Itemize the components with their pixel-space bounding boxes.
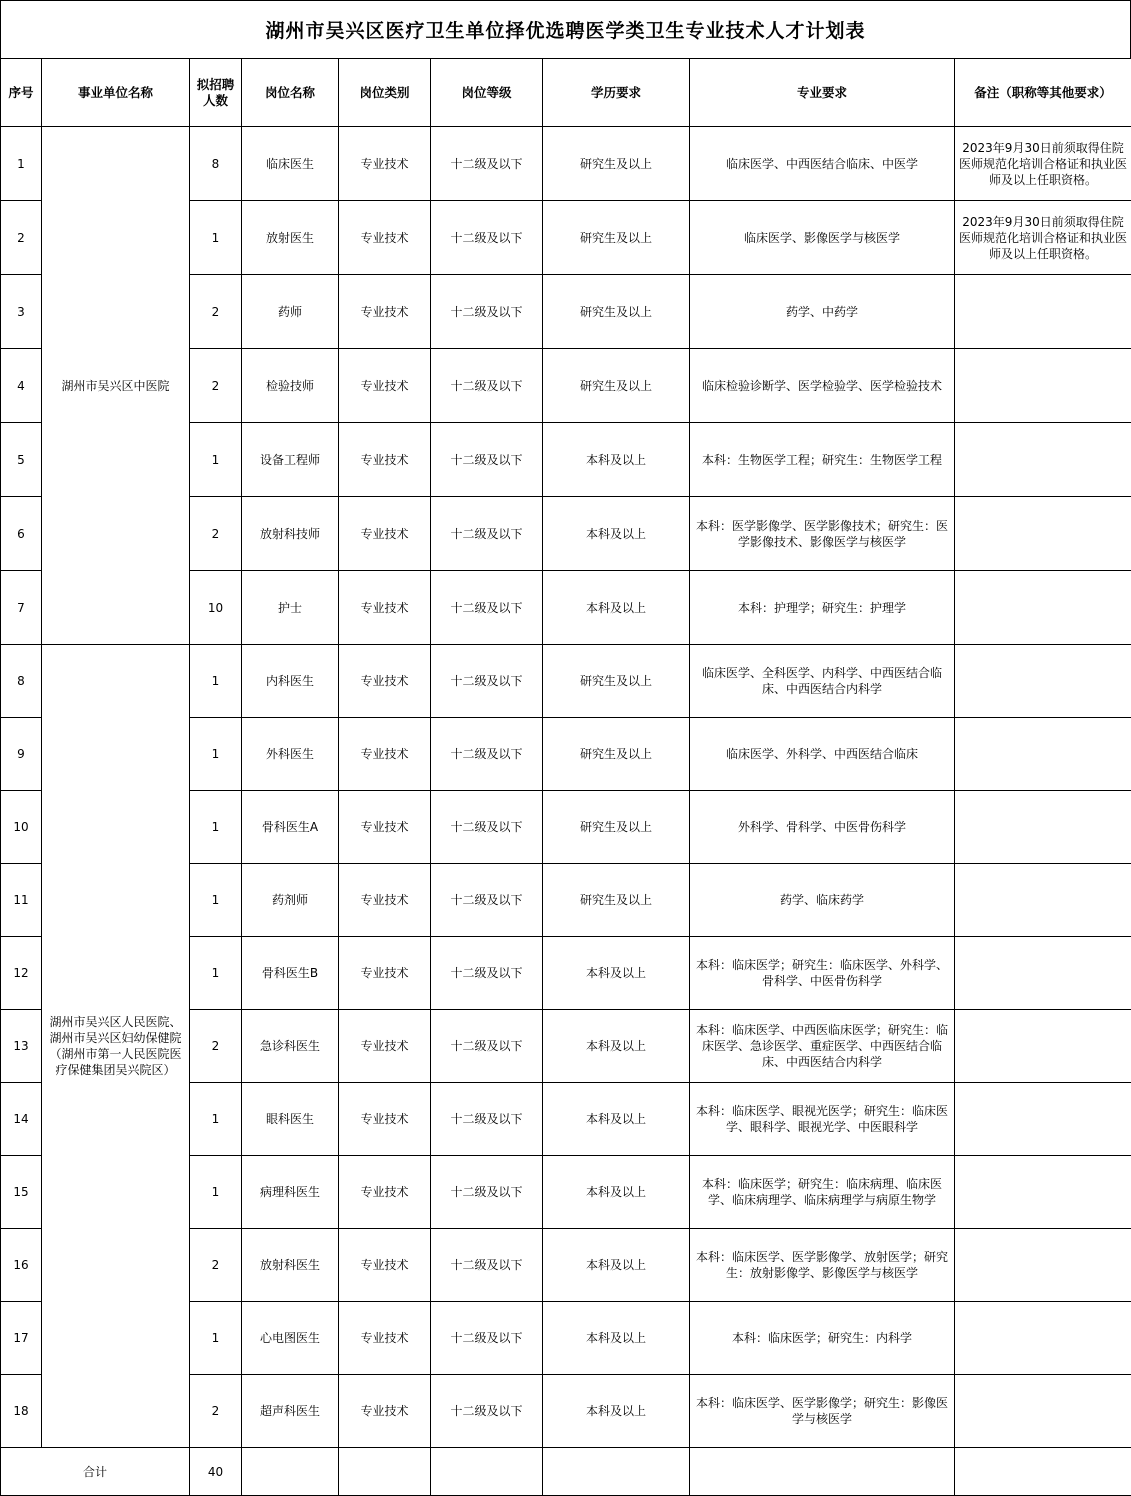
cell-no: 5 — [1, 423, 42, 497]
header-grade: 岗位等级 — [431, 59, 543, 127]
cell-grade: 十二级及以下 — [431, 127, 543, 201]
cell-grade: 十二级及以下 — [431, 1083, 543, 1156]
cell-category: 专业技术 — [339, 1302, 431, 1375]
cell-education: 研究生及以上 — [543, 127, 690, 201]
cell-count: 10 — [190, 571, 242, 645]
cell-no: 2 — [1, 201, 42, 275]
cell-position: 护士 — [242, 571, 339, 645]
cell-category: 专业技术 — [339, 127, 431, 201]
recruitment-plan-table — [0, 58, 1131, 1496]
cell-count: 1 — [190, 201, 242, 275]
cell-major: 本科：临床医学、眼视光医学；研究生：临床医学、眼科学、眼视光学、中医眼科学 — [690, 1083, 955, 1156]
cell-category: 专业技术 — [339, 718, 431, 791]
cell-category: 专业技术 — [339, 937, 431, 1010]
cell-count: 1 — [190, 791, 242, 864]
total-count: 40 — [190, 1448, 242, 1496]
cell-category: 专业技术 — [339, 645, 431, 718]
cell-no: 15 — [1, 1156, 42, 1229]
cell-no: 10 — [1, 791, 42, 864]
cell-grade: 十二级及以下 — [431, 718, 543, 791]
cell-note — [955, 791, 1131, 864]
cell-major: 本科：临床医学、医学影像学；研究生：影像医学与核医学 — [690, 1375, 955, 1448]
cell-education: 研究生及以上 — [543, 645, 690, 718]
cell-major: 药学、临床药学 — [690, 864, 955, 937]
header-count: 拟招聘人数 — [190, 59, 242, 127]
cell-education: 本科及以上 — [543, 1083, 690, 1156]
cell-position: 内科医生 — [242, 645, 339, 718]
cell-note — [955, 864, 1131, 937]
cell-count: 2 — [190, 1375, 242, 1448]
cell-note — [955, 1229, 1131, 1302]
cell-position: 眼科医生 — [242, 1083, 339, 1156]
cell-major: 本科：医学影像学、医学影像技术；研究生：医学影像技术、影像医学与核医学 — [690, 497, 955, 571]
cell-note — [955, 571, 1131, 645]
cell-major: 药学、中药学 — [690, 275, 955, 349]
cell-note — [955, 275, 1131, 349]
cell-position: 设备工程师 — [242, 423, 339, 497]
cell-count: 2 — [190, 497, 242, 571]
cell-note — [955, 349, 1131, 423]
cell-category: 专业技术 — [339, 864, 431, 937]
cell-category: 专业技术 — [339, 791, 431, 864]
cell-count: 1 — [190, 423, 242, 497]
cell-count: 1 — [190, 1156, 242, 1229]
cell-major: 临床医学、中西医结合临床、中医学 — [690, 127, 955, 201]
table-row — [1, 645, 1131, 718]
cell-education: 本科及以上 — [543, 571, 690, 645]
cell-education: 研究生及以上 — [543, 718, 690, 791]
cell-major: 本科：临床医学、中西医临床医学；研究生：临床医学、急诊医学、重症医学、中西医结合临床、中西医结合内科学 — [690, 1010, 955, 1083]
cell-category: 专业技术 — [339, 349, 431, 423]
cell-grade: 十二级及以下 — [431, 645, 543, 718]
cell-grade: 十二级及以下 — [431, 1375, 543, 1448]
header-education: 学历要求 — [543, 59, 690, 127]
cell-no: 6 — [1, 497, 42, 571]
cell-grade: 十二级及以下 — [431, 497, 543, 571]
cell-no: 13 — [1, 1010, 42, 1083]
cell-position: 病理科医生 — [242, 1156, 339, 1229]
cell-position: 放射医生 — [242, 201, 339, 275]
cell-major: 本科：生物医学工程；研究生：生物医学工程 — [690, 423, 955, 497]
empty-cell — [955, 1448, 1131, 1496]
cell-grade: 十二级及以下 — [431, 1010, 543, 1083]
cell-position: 药师 — [242, 275, 339, 349]
total-label: 合计 — [1, 1448, 190, 1496]
cell-note: 2023年9月30日前须取得住院医师规范化培训合格证和执业医师及以上任职资格。 — [955, 201, 1131, 275]
cell-category: 专业技术 — [339, 1083, 431, 1156]
cell-education: 本科及以上 — [543, 497, 690, 571]
cell-position: 骨科医生B — [242, 937, 339, 1010]
cell-position: 临床医生 — [242, 127, 339, 201]
cell-no: 8 — [1, 645, 42, 718]
cell-grade: 十二级及以下 — [431, 937, 543, 1010]
cell-education: 本科及以上 — [543, 1302, 690, 1375]
cell-grade: 十二级及以下 — [431, 1229, 543, 1302]
cell-education: 本科及以上 — [543, 937, 690, 1010]
cell-position: 放射科技师 — [242, 497, 339, 571]
cell-education: 研究生及以上 — [543, 791, 690, 864]
cell-count: 1 — [190, 718, 242, 791]
cell-no: 11 — [1, 864, 42, 937]
cell-no: 16 — [1, 1229, 42, 1302]
cell-note — [955, 645, 1131, 718]
cell-education: 本科及以上 — [543, 1375, 690, 1448]
cell-count: 2 — [190, 1010, 242, 1083]
cell-position: 药剂师 — [242, 864, 339, 937]
table-row — [1, 127, 1131, 201]
cell-count: 2 — [190, 1229, 242, 1302]
cell-major: 本科：护理学；研究生：护理学 — [690, 571, 955, 645]
cell-unit: 湖州市吴兴区人民医院、湖州市吴兴区妇幼保健院（湖州市第一人民医院医疗保健集团吴兴院区） — [42, 645, 190, 1448]
cell-note — [955, 423, 1131, 497]
cell-category: 专业技术 — [339, 497, 431, 571]
empty-cell — [543, 1448, 690, 1496]
cell-no: 4 — [1, 349, 42, 423]
empty-cell — [242, 1448, 339, 1496]
cell-position: 骨科医生A — [242, 791, 339, 864]
cell-no: 7 — [1, 571, 42, 645]
cell-no: 18 — [1, 1375, 42, 1448]
cell-major: 本科：临床医学、医学影像学、放射医学；研究生：放射影像学、影像医学与核医学 — [690, 1229, 955, 1302]
cell-position: 检验技师 — [242, 349, 339, 423]
cell-count: 2 — [190, 349, 242, 423]
cell-position: 外科医生 — [242, 718, 339, 791]
cell-no: 1 — [1, 127, 42, 201]
cell-count: 1 — [190, 864, 242, 937]
cell-category: 专业技术 — [339, 1010, 431, 1083]
header-position: 岗位名称 — [242, 59, 339, 127]
cell-major: 临床医学、全科医学、内科学、中西医结合临床、中西医结合内科学 — [690, 645, 955, 718]
cell-grade: 十二级及以下 — [431, 1156, 543, 1229]
cell-position: 超声科医生 — [242, 1375, 339, 1448]
cell-category: 专业技术 — [339, 571, 431, 645]
header-no: 序号 — [1, 59, 42, 127]
cell-category: 专业技术 — [339, 201, 431, 275]
cell-education: 研究生及以上 — [543, 864, 690, 937]
cell-education: 本科及以上 — [543, 1156, 690, 1229]
cell-grade: 十二级及以下 — [431, 1302, 543, 1375]
cell-note — [955, 497, 1131, 571]
cell-major: 本科：临床医学；研究生：内科学 — [690, 1302, 955, 1375]
header-unit: 事业单位名称 — [42, 59, 190, 127]
cell-count: 1 — [190, 1302, 242, 1375]
cell-no: 17 — [1, 1302, 42, 1375]
header-note: 备注（职称等其他要求） — [955, 59, 1131, 127]
cell-count: 1 — [190, 937, 242, 1010]
cell-education: 本科及以上 — [543, 1229, 690, 1302]
cell-note — [955, 1083, 1131, 1156]
cell-major: 临床医学、影像医学与核医学 — [690, 201, 955, 275]
cell-grade: 十二级及以下 — [431, 349, 543, 423]
empty-cell — [431, 1448, 543, 1496]
cell-no: 14 — [1, 1083, 42, 1156]
cell-major: 外科学、骨科学、中医骨伤科学 — [690, 791, 955, 864]
cell-position: 急诊科医生 — [242, 1010, 339, 1083]
cell-note — [955, 937, 1131, 1010]
cell-note — [955, 1010, 1131, 1083]
cell-count: 8 — [190, 127, 242, 201]
cell-grade: 十二级及以下 — [431, 275, 543, 349]
cell-education: 本科及以上 — [543, 423, 690, 497]
cell-note: 2023年9月30日前须取得住院医师规范化培训合格证和执业医师及以上任职资格。 — [955, 127, 1131, 201]
cell-grade: 十二级及以下 — [431, 423, 543, 497]
header-row — [1, 59, 1131, 127]
empty-cell — [339, 1448, 431, 1496]
cell-major: 临床医学、外科学、中西医结合临床 — [690, 718, 955, 791]
empty-cell — [690, 1448, 955, 1496]
cell-note — [955, 1156, 1131, 1229]
cell-grade: 十二级及以下 — [431, 201, 543, 275]
cell-category: 专业技术 — [339, 423, 431, 497]
cell-major: 本科：临床医学；研究生：临床医学、外科学、骨科学、中医骨伤科学 — [690, 937, 955, 1010]
header-major: 专业要求 — [690, 59, 955, 127]
cell-education: 研究生及以上 — [543, 201, 690, 275]
cell-category: 专业技术 — [339, 1375, 431, 1448]
cell-education: 本科及以上 — [543, 1010, 690, 1083]
cell-count: 1 — [190, 1083, 242, 1156]
cell-major: 临床检验诊断学、医学检验学、医学检验技术 — [690, 349, 955, 423]
header-category: 岗位类别 — [339, 59, 431, 127]
cell-major: 本科：临床医学；研究生：临床病理、临床医学、临床病理学、临床病理学与病原生物学 — [690, 1156, 955, 1229]
page-title: 湖州市吴兴区医疗卫生单位择优选聘医学类卫生专业技术人才计划表 — [0, 0, 1131, 58]
cell-grade: 十二级及以下 — [431, 864, 543, 937]
cell-grade: 十二级及以下 — [431, 571, 543, 645]
cell-no: 9 — [1, 718, 42, 791]
cell-position: 心电图医生 — [242, 1302, 339, 1375]
cell-education: 研究生及以上 — [543, 349, 690, 423]
cell-education: 研究生及以上 — [543, 275, 690, 349]
cell-count: 2 — [190, 275, 242, 349]
cell-category: 专业技术 — [339, 1229, 431, 1302]
cell-position: 放射科医生 — [242, 1229, 339, 1302]
cell-note — [955, 718, 1131, 791]
total-row — [1, 1448, 1131, 1496]
cell-category: 专业技术 — [339, 275, 431, 349]
cell-no: 3 — [1, 275, 42, 349]
cell-note — [955, 1375, 1131, 1448]
cell-unit: 湖州市吴兴区中医院 — [42, 127, 190, 645]
cell-category: 专业技术 — [339, 1156, 431, 1229]
cell-note — [955, 1302, 1131, 1375]
cell-no: 12 — [1, 937, 42, 1010]
cell-count: 1 — [190, 645, 242, 718]
cell-grade: 十二级及以下 — [431, 791, 543, 864]
